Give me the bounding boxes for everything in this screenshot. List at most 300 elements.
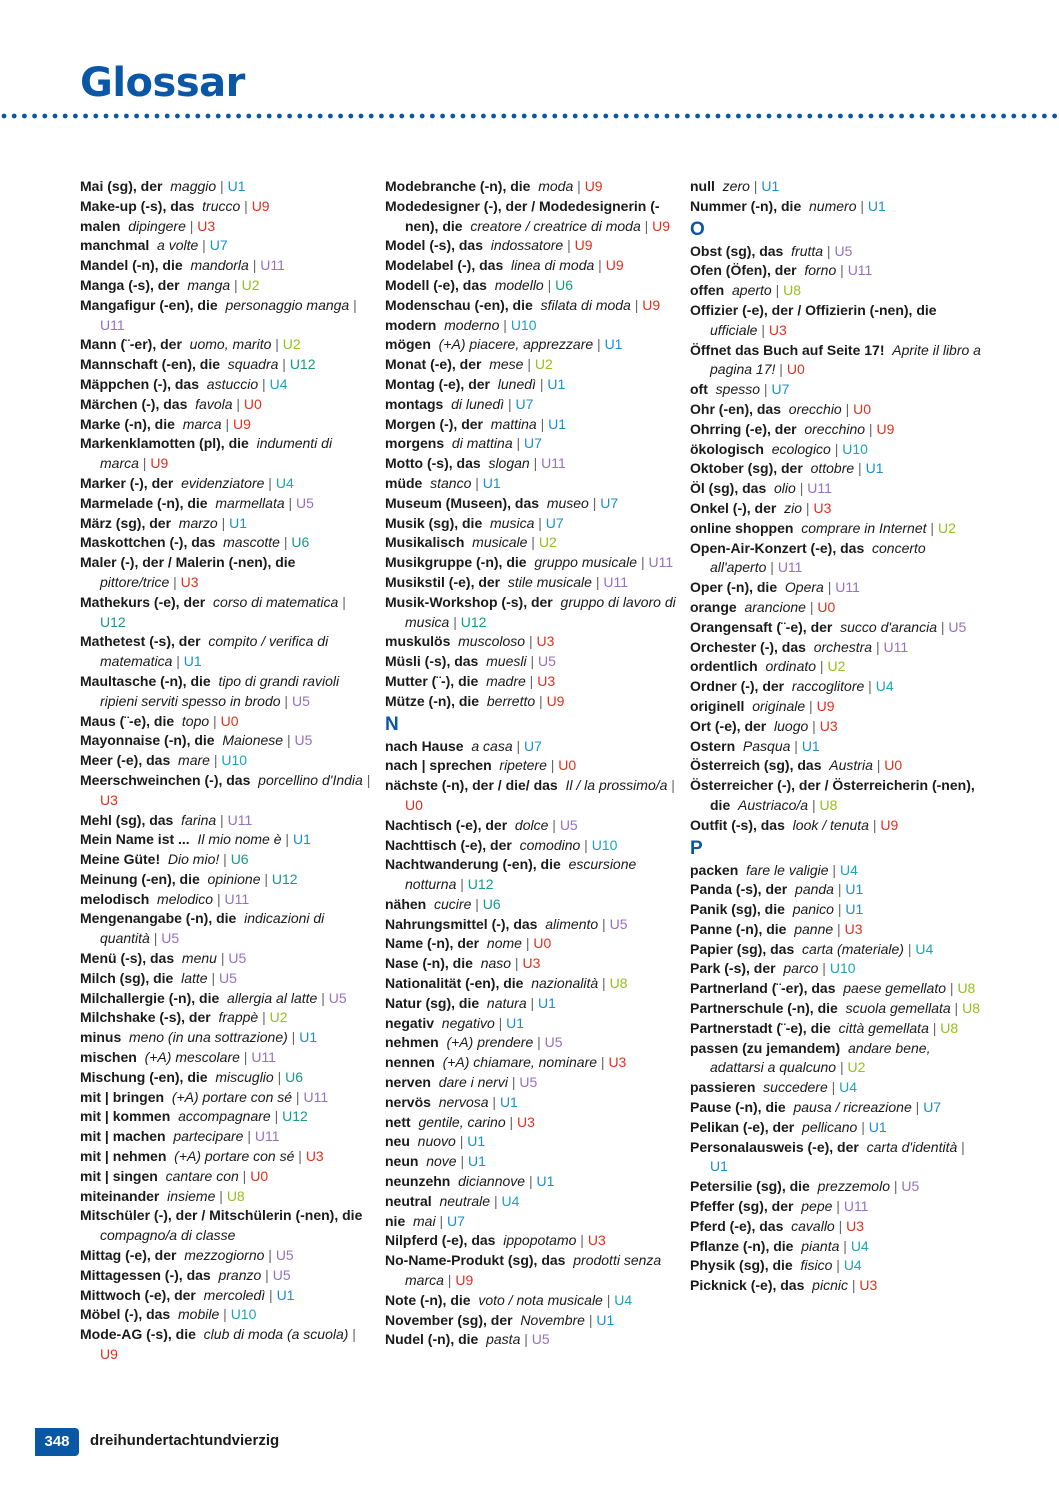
entry-unit: U1 (761, 178, 780, 194)
entry-separator: | (216, 811, 228, 828)
entry-lemma: Modedesigner (-), der / Modedesignerin (-nen), die (385, 197, 660, 234)
entry-separator: | (449, 613, 461, 630)
entry-unit: U8 (783, 282, 802, 299)
entry-translation: parco (783, 960, 819, 977)
divider-dot (236, 114, 241, 119)
entry-separator: | (823, 242, 835, 259)
entry-translation: fare le valigie (746, 861, 829, 878)
divider-dot (930, 114, 935, 119)
entry-lemma: Österreicher (-), der / Österreicherin (-nen), die (690, 777, 975, 813)
entry-lemma: Mann (¨-er), der (80, 336, 182, 353)
entry-unit: U7 (524, 737, 542, 754)
glossary-entry (80, 276, 372, 296)
divider-dot (777, 114, 782, 119)
glossary-entry (385, 1212, 677, 1232)
entry-lemma: muskulös (385, 633, 451, 650)
entry-unit: U5 (901, 1178, 920, 1195)
entry-unit: U0 (558, 757, 577, 774)
entry-unit: U9 (233, 415, 251, 432)
entry-translation: stile musicale (507, 573, 592, 590)
entry-unit: U5 (275, 1247, 294, 1264)
divider-dot (297, 114, 302, 119)
entry-lemma: Mathetest (-s), der (80, 633, 201, 650)
entry-separator: | (264, 1247, 276, 1264)
entry-separator: | (928, 1019, 941, 1036)
entry-translation: raccoglitore (791, 678, 865, 695)
entry-lemma: mit | nehmen (80, 1148, 167, 1165)
entry-translation: uomo, marito (189, 336, 272, 353)
glossary-entry (385, 994, 677, 1014)
entry-unit: U10 (591, 836, 618, 853)
entry-separator: | (239, 1049, 252, 1066)
entry-translation: Aprite il libro a pagina 17! (710, 341, 981, 378)
entry-translation: (+A) portare con sé (174, 1148, 295, 1165)
entry-lemma: Mandel (-n), die (80, 257, 183, 274)
entry-lemma: Mehl (sg), das (80, 811, 174, 828)
glossary-entry (690, 999, 982, 1019)
entry-lemma: passieren (690, 1079, 756, 1096)
entry-separator: | (630, 296, 643, 313)
entry-unit: U5 (531, 1331, 550, 1348)
entry-lemma: Mütze (-n), die (385, 692, 480, 709)
entry-lemma: Nachtisch (-e), der (385, 816, 508, 833)
divider-dot (920, 114, 925, 119)
entry-unit: U1 (865, 460, 884, 477)
entry-unit: U4 (501, 1192, 520, 1209)
entry-separator: | (827, 1079, 840, 1096)
entry-translation: berretto (486, 692, 536, 709)
entry-separator: | (279, 534, 292, 551)
entry-separator: | (198, 237, 210, 254)
glossary-entry (80, 533, 372, 553)
entry-translation: zio (784, 499, 803, 516)
glossary-entry (385, 296, 677, 316)
divider-dot (246, 114, 251, 119)
entry-lemma: nach | sprechen (385, 757, 492, 774)
entry-separator: | (511, 955, 523, 972)
divider-dot (675, 114, 680, 119)
entry-lemma: Model (-s), das (385, 237, 484, 254)
entry-separator: | (805, 598, 818, 615)
glossary-entry (690, 1256, 982, 1276)
divider-dot (338, 114, 343, 119)
glossary-entry (80, 1266, 372, 1286)
entry-lemma: Nummer (-n), die (690, 197, 802, 214)
entry-separator: | (832, 1198, 844, 1215)
entry-lemma: Milch (sg), die (80, 969, 174, 986)
entry-translation: ippopotamo (503, 1232, 577, 1249)
glossary-entry (80, 811, 372, 831)
entry-translation: pianta (801, 1237, 840, 1254)
entry-translation: concerto all'aperto (710, 539, 926, 576)
entry-separator: | (576, 1232, 588, 1249)
entry-separator: | (488, 1093, 500, 1110)
entry-translation: cantare con (165, 1167, 239, 1184)
entry-unit: U1 (845, 901, 864, 918)
entry-translation: nervosa (438, 1093, 489, 1110)
entry-unit: U11 (843, 1198, 869, 1215)
entry-translation: ottobre (810, 460, 855, 477)
glossary-entry (385, 1093, 677, 1113)
entry-translation: (+A) prendere (446, 1034, 534, 1051)
divider-dot (430, 114, 435, 119)
entry-lemma: malen (80, 217, 121, 234)
divider-dot (899, 114, 904, 119)
entry-unit: U4 (915, 940, 934, 957)
entry-unit: U3 (608, 1054, 627, 1071)
divider-dot (420, 114, 425, 119)
entry-translation: pellicano (802, 1118, 858, 1135)
entry-separator: | (533, 1034, 545, 1051)
glossary-entry (80, 890, 372, 910)
glossary-entry (690, 380, 982, 400)
glossary-entry (385, 1033, 677, 1053)
entry-translation: forno (804, 262, 837, 279)
entry-lemma: Monat (-e), der (385, 356, 482, 373)
entry-separator: | (563, 237, 575, 254)
entry-separator: | (270, 1108, 283, 1125)
glossary-entry (80, 256, 372, 276)
glossary-entry (690, 920, 982, 940)
entry-separator: | (833, 920, 845, 937)
entry-unit: U11 (100, 316, 125, 333)
entry-translation: ordinato (765, 658, 817, 675)
entry-translation: marca (182, 415, 222, 432)
entry-unit: U0 (853, 400, 872, 417)
divider-dot (206, 114, 211, 119)
glossary-entry (80, 514, 372, 534)
entry-unit: U9 (251, 197, 270, 214)
glossary-entry (385, 335, 677, 355)
divider-dot (399, 114, 404, 119)
glossary-entry (385, 355, 677, 375)
glossary-entry (80, 1107, 372, 1127)
divider-dot (593, 114, 598, 119)
entry-lemma: Partnerland (¨-er), das (690, 980, 836, 997)
entry-separator: | (521, 935, 534, 952)
entry-separator: | (261, 1266, 273, 1283)
entry-translation: Austria (829, 757, 873, 774)
entry-translation: dare i nervi (438, 1074, 508, 1091)
entry-lemma: Menü (-s), das (80, 950, 175, 967)
entry-translation: slogan (488, 455, 530, 472)
divider-dot (1052, 114, 1057, 119)
divider-dot (491, 114, 496, 119)
divider-dot (726, 114, 731, 119)
divider-dot (512, 114, 517, 119)
glossary-entry (385, 836, 677, 856)
entry-lemma: nie (385, 1212, 406, 1229)
entry-separator: | (841, 400, 854, 417)
divider-dot (308, 114, 313, 119)
entry-separator: | (546, 757, 559, 774)
entry-unit: U8 (819, 796, 838, 813)
entry-unit: U8 (940, 1019, 959, 1036)
entry-separator: | (889, 1178, 902, 1195)
entry-separator: | (823, 579, 836, 596)
glossary-entry (80, 672, 372, 712)
glossary-entry (690, 519, 982, 539)
entry-lemma: Ort (-e), der (690, 717, 767, 734)
entry-separator: | (494, 1014, 507, 1031)
glossary-entry (690, 861, 982, 881)
divider-dot (144, 114, 149, 119)
entry-separator: | (836, 1059, 848, 1076)
entry-unit: U0 (884, 757, 903, 774)
entry-separator: | (828, 861, 840, 878)
entry-lemma: nervös (385, 1093, 431, 1110)
divider-dot (685, 114, 690, 119)
glossary-entry (80, 632, 372, 672)
entry-lemma: Manga (-s), der (80, 276, 180, 293)
entry-separator: | (504, 395, 516, 412)
divider-dot (869, 114, 874, 119)
divider-dot (226, 114, 231, 119)
entry-lemma: Partnerschule (-n), die (690, 1000, 838, 1017)
entry-unit: U4 (275, 474, 294, 491)
entry-separator: | (775, 361, 787, 378)
divider-dot (379, 114, 384, 119)
entry-unit: U5 (294, 732, 313, 749)
divider-dot (583, 114, 588, 119)
divider-dot (53, 114, 58, 119)
glossary-entry (80, 217, 372, 237)
divider-dot (736, 114, 741, 119)
entry-separator: | (265, 1286, 277, 1303)
entry-translation: gentile, carino (418, 1113, 506, 1130)
entry-translation: frappè (218, 1009, 259, 1026)
entry-lemma: Oper (-n), die (690, 579, 778, 596)
entry-unit: U2 (534, 356, 553, 373)
entry-lemma: Pelikan (-e), der (690, 1118, 795, 1135)
entry-lemma: Pflanze (-n), die (690, 1237, 794, 1254)
entry-unit: U2 (538, 534, 557, 551)
divider-dot (114, 114, 119, 119)
glossary-entry (385, 514, 677, 534)
glossary-entry (690, 177, 982, 197)
entry-translation: trucco (202, 197, 241, 214)
glossary-entry (690, 598, 982, 618)
glossary-entry (80, 434, 372, 474)
entry-translation: panne (794, 920, 834, 937)
entry-translation: marmellata (215, 494, 285, 511)
entry-separator: | (598, 975, 610, 992)
entry-lemma: nehmen (385, 1034, 439, 1051)
glossary-entry (690, 459, 982, 479)
entry-unit: U11 (251, 1049, 276, 1066)
entry-translation: mercoledì (203, 1286, 266, 1303)
entry-lemma: Orchester (-), das (690, 638, 806, 655)
entry-lemma: Pfeffer (sg), der (690, 1198, 794, 1215)
entry-lemma: Mathekurs (-e), der (80, 593, 206, 610)
entry-translation: succo d'arancia (840, 618, 937, 635)
entry-translation: diciannove (458, 1173, 526, 1190)
entry-unit: U1 (506, 1014, 525, 1031)
entry-lemma: Montag (-e), der (385, 375, 490, 392)
entry-separator: | (591, 573, 604, 590)
glossary-entry (80, 1028, 372, 1048)
entry-lemma: Orangensaft (¨-e), der (690, 618, 833, 635)
glossary-entry (385, 632, 677, 652)
entry-separator: | (505, 1113, 518, 1130)
divider-dot (603, 114, 608, 119)
entry-lemma: Österreich (sg), das (690, 757, 822, 774)
glossary-entry (690, 776, 982, 816)
glossary-column-3 (690, 177, 982, 1296)
entry-unit: U12 (271, 870, 298, 887)
entry-lemma: Modenschau (-en), die (385, 296, 533, 313)
glossary-entry (385, 494, 677, 514)
glossary-entry (80, 731, 372, 751)
entry-lemma: Mitschüler (-), der / Mitschülerin (-nen), die (80, 1207, 363, 1224)
glossary-entry (80, 949, 372, 969)
entry-translation: olio (774, 480, 796, 497)
entry-translation: Dio mio! (167, 851, 220, 868)
entry-separator: | (219, 851, 231, 868)
glossary-entry (690, 880, 982, 900)
entry-separator: | (287, 1029, 300, 1046)
entry-lemma: Maskottchen (-), das (80, 534, 216, 551)
entry-translation: Pasqua (742, 737, 791, 754)
entry-unit: U1 (468, 1153, 486, 1170)
entry-lemma: Milchshake (-s), der (80, 1009, 211, 1026)
page-number-badge: 348 (35, 1428, 79, 1456)
entry-translation: topo (181, 712, 210, 729)
entry-separator: | (834, 1217, 847, 1234)
entry-translation: compito / verifica di matematica (100, 633, 329, 670)
entry-translation: tipo di grandi ravioli ripieni serviti spesso in brodo (100, 672, 340, 709)
entry-unit: U1 (183, 653, 202, 670)
divider-dot (267, 114, 272, 119)
glossary-entry (80, 850, 372, 870)
glossary-entry (385, 256, 677, 276)
glossary-entry (80, 177, 372, 197)
entry-translation: melodico (157, 890, 214, 907)
glossary-entry (80, 969, 372, 989)
glossary-entry (385, 1251, 677, 1291)
divider-dot (2, 114, 7, 119)
entry-translation: voto / nota musicale (478, 1291, 603, 1308)
glossary-entry (80, 1147, 372, 1167)
glossary-entry (385, 1053, 677, 1073)
entry-separator: | (865, 420, 877, 437)
divider-dot (359, 114, 364, 119)
entry-unit: U3 (197, 217, 216, 234)
glossary-entry (690, 400, 982, 420)
entry-lemma: nächste (-n), der / die/ das (385, 777, 558, 794)
divider-dot (195, 114, 200, 119)
entry-separator: | (749, 178, 762, 194)
entry-lemma: mit | kommen (80, 1108, 171, 1125)
entry-separator: | (903, 940, 916, 957)
divider-dot (185, 114, 190, 119)
entry-separator: | (872, 638, 884, 655)
glossary-entry (690, 479, 982, 499)
entry-translation: orecchio (788, 400, 842, 417)
entry-translation: succedere (763, 1079, 828, 1096)
entry-translation: accompagnare (178, 1108, 271, 1125)
entry-unit: U2 (269, 1009, 288, 1026)
entry-unit: U6 (291, 534, 310, 551)
divider-dot (481, 114, 486, 119)
glossary-entry (385, 776, 677, 816)
entry-lemma: Meer (-e), das (80, 752, 171, 769)
entry-unit: U4 (839, 1079, 858, 1096)
entry-separator: | (435, 1212, 447, 1229)
entry-separator: | (240, 197, 252, 214)
entry-translation: linea di moda (511, 257, 595, 274)
entry-lemma: Maler (-), der / Malerin (-nen), die (80, 554, 296, 571)
divider-dot (440, 114, 445, 119)
entry-translation: a volte (157, 237, 199, 254)
glossary-entry (690, 1197, 982, 1217)
glossary-entry (690, 242, 982, 262)
entry-lemma: Obst (sg), das (690, 242, 784, 259)
entry-translation: nove (426, 1153, 457, 1170)
entry-unit: U11 (648, 554, 674, 571)
entry-translation: dolce (514, 816, 549, 833)
divider-dot (175, 114, 180, 119)
entry-translation: pepe (801, 1198, 833, 1215)
glossary-entry (385, 934, 677, 954)
entry-separator: | (221, 415, 234, 432)
entry-lemma: ordentlich (690, 658, 758, 675)
entry-lemma: Mittwoch (-e), der (80, 1286, 196, 1303)
entry-unit: U6 (555, 276, 574, 293)
divider-dot (389, 114, 394, 119)
entry-separator: | (766, 559, 778, 576)
entry-unit: U11 (254, 1128, 280, 1145)
entry-translation: (+A) piacere, apprezzare (438, 336, 594, 353)
divider-dot (654, 114, 659, 119)
entry-unit: U5 (272, 1266, 291, 1283)
divider-dot (32, 114, 37, 119)
glossary-entry (385, 395, 677, 415)
glossary-entry (80, 989, 372, 1009)
entry-translation: originale (752, 697, 806, 714)
entry-unit: U1 (299, 1029, 318, 1046)
entry-separator: | (830, 440, 843, 457)
entry-unit: U3 (859, 1277, 878, 1294)
entry-lemma: Müsli (-s), das (385, 653, 479, 670)
entry-separator: | (512, 435, 525, 452)
entry-unit: U3 (522, 955, 541, 972)
entry-unit: U5 (538, 653, 556, 670)
entry-unit: U1 (536, 1173, 555, 1190)
entry-translation: scuola gemellata (845, 1000, 951, 1017)
entry-unit: U8 (962, 1000, 980, 1017)
entry-unit: U8 (957, 980, 976, 997)
divider-dot (63, 114, 68, 119)
glossary-entry (385, 573, 677, 593)
divider-dot (1001, 114, 1006, 119)
entry-translation: evidenziatore (181, 474, 265, 491)
entry-lemma: neun (385, 1153, 419, 1170)
entry-separator: | (757, 321, 769, 338)
entry-separator: | (149, 930, 162, 947)
glossary-entry (385, 375, 677, 395)
entry-unit: U5 (609, 915, 628, 932)
entry-unit: U9 (880, 816, 899, 833)
divider-dot (858, 114, 863, 119)
entry-translation: insieme (167, 1187, 216, 1204)
entry-separator: | (667, 777, 675, 794)
entry-lemma: Mai (sg), der (80, 178, 163, 194)
entry-separator: | (230, 276, 242, 293)
entry-separator: | (243, 1128, 255, 1145)
glossary-entry (385, 1291, 677, 1311)
entry-translation: porcellino d'India (258, 771, 363, 788)
